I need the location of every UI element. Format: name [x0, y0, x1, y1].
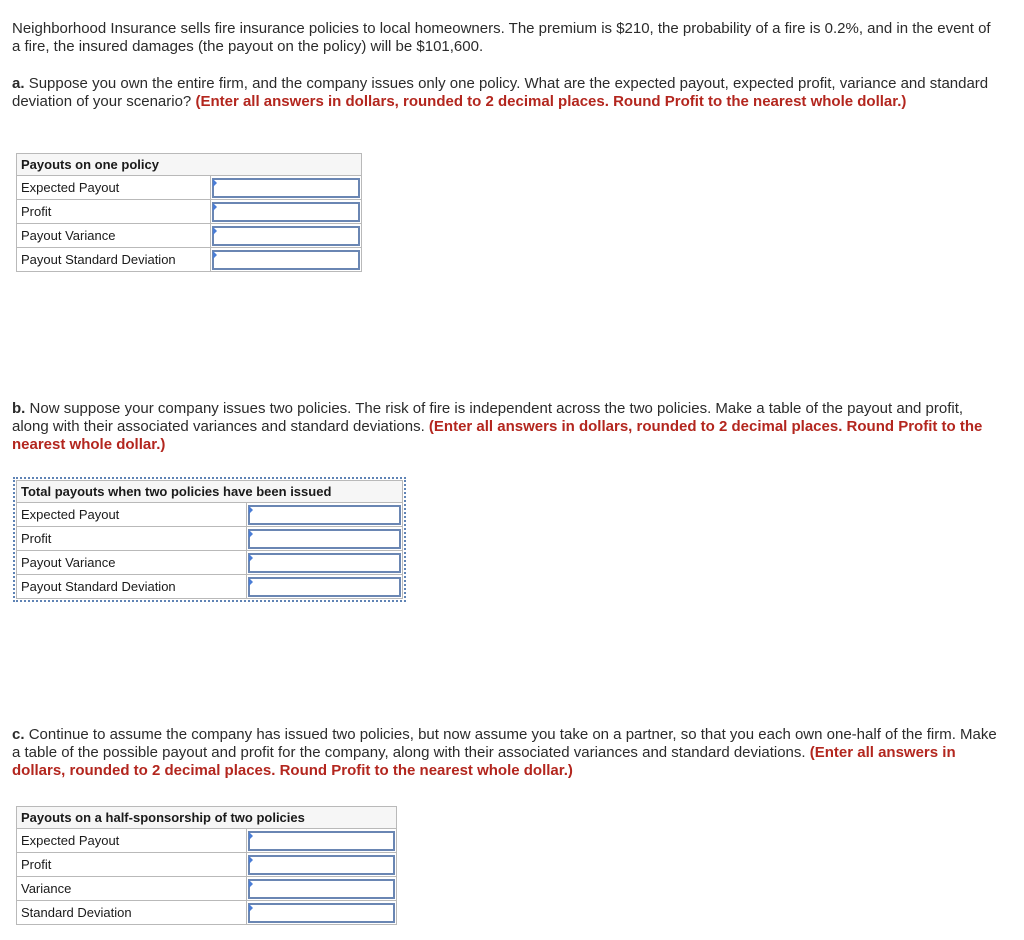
input-marker-icon — [249, 506, 253, 514]
part-b-table-header: Total payouts when two policies have been issued — [17, 481, 403, 503]
payout-variance-input[interactable] — [212, 226, 360, 246]
part-c-instruction: (Enter all answers in dollars, rounded to 2 decimal places. Round Profit to the nearest whole dollar.) — [12, 744, 956, 779]
expected-payout-input[interactable] — [248, 831, 395, 851]
row-label: Variance — [17, 877, 247, 901]
intro-text: Neighborhood Insurance sells fire insurance policies to local homeowners. The premium is $210, the probability of a fire is 0.2%, and in the event of a fire, the insured damages (the payout on the policy) will be $101,600. — [12, 20, 991, 55]
payout-variance-input[interactable] — [248, 553, 401, 573]
table-row — [17, 829, 397, 853]
part-c-table — [16, 806, 397, 925]
table-row — [17, 503, 403, 527]
row-label: Payout Standard Deviation — [17, 575, 247, 599]
profit-input[interactable] — [248, 855, 395, 875]
table-header-row — [17, 481, 403, 503]
table-row — [17, 853, 397, 877]
table-row — [17, 200, 362, 224]
part-c-label: c. — [12, 726, 25, 743]
part-a-label: a. — [12, 75, 25, 92]
profit-input[interactable] — [248, 529, 401, 549]
row-label: Expected Payout — [17, 829, 247, 853]
part-b-instruction: (Enter all answers in dollars, rounded to 2 decimal places. Round Profit to the nearest whole dollar.) — [12, 418, 983, 453]
row-label: Payout Variance — [17, 551, 247, 575]
row-label: Payout Standard Deviation — [17, 248, 211, 272]
input-marker-icon — [213, 251, 217, 259]
part-a-instruction: (Enter all answers in dollars, rounded to 2 decimal places. Round Profit to the nearest whole dollar.) — [195, 93, 907, 110]
row-label: Expected Payout — [17, 503, 247, 527]
table-header-row — [17, 154, 362, 176]
table-row — [17, 248, 362, 272]
payout-std-dev-input[interactable] — [212, 250, 360, 270]
table-row — [17, 176, 362, 200]
row-label: Payout Variance — [17, 224, 211, 248]
profit-input[interactable] — [212, 202, 360, 222]
table-row — [17, 901, 397, 925]
expected-payout-input[interactable] — [248, 505, 401, 525]
std-dev-input[interactable] — [248, 903, 395, 923]
part-c-question — [12, 726, 1002, 780]
input-marker-icon — [249, 832, 253, 840]
part-c-table-header: Payouts on a half-sponsorship of two policies — [17, 807, 397, 829]
table-row — [17, 877, 397, 901]
input-marker-icon — [213, 203, 217, 211]
input-marker-icon — [249, 554, 253, 562]
part-a-table — [16, 153, 362, 272]
row-label: Profit — [17, 200, 211, 224]
row-label: Expected Payout — [17, 176, 211, 200]
part-c-text: Continue to assume the company has issued two policies, but now assume you take on a partner, so that you each own one-half of the firm. Make a table of the possible payout and profit for the company, along with their associated variances and standard deviations. — [12, 726, 997, 761]
input-marker-icon — [249, 578, 253, 586]
input-marker-icon — [249, 904, 253, 912]
part-b-table — [16, 480, 403, 599]
input-marker-icon — [249, 530, 253, 538]
row-label: Standard Deviation — [17, 901, 247, 925]
problem-intro — [12, 20, 1002, 56]
part-a-text: Suppose you own the entire firm, and the company issues only one policy. What are the expected payout, expected profit, variance and standard deviation of your scenario? — [12, 75, 989, 110]
row-label: Profit — [17, 853, 247, 877]
part-b-text: Now suppose your company issues two policies. The risk of fire is independent across the two policies. Make a table of the payout and profit, along with their associated variances and standard deviations. — [12, 400, 964, 435]
part-b-question — [12, 400, 1002, 454]
table-row — [17, 575, 403, 599]
input-marker-icon — [249, 856, 253, 864]
variance-input[interactable] — [248, 879, 395, 899]
part-b-label: b. — [12, 400, 26, 417]
part-a-table-header: Payouts on one policy — [17, 154, 362, 176]
table-header-row — [17, 807, 397, 829]
table-row — [17, 527, 403, 551]
input-marker-icon — [213, 179, 217, 187]
row-label: Profit — [17, 527, 247, 551]
input-marker-icon — [213, 227, 217, 235]
input-marker-icon — [249, 880, 253, 888]
table-row — [17, 224, 362, 248]
part-a-question — [12, 75, 1002, 111]
table-row — [17, 551, 403, 575]
expected-payout-input[interactable] — [212, 178, 360, 198]
payout-std-dev-input[interactable] — [248, 577, 401, 597]
